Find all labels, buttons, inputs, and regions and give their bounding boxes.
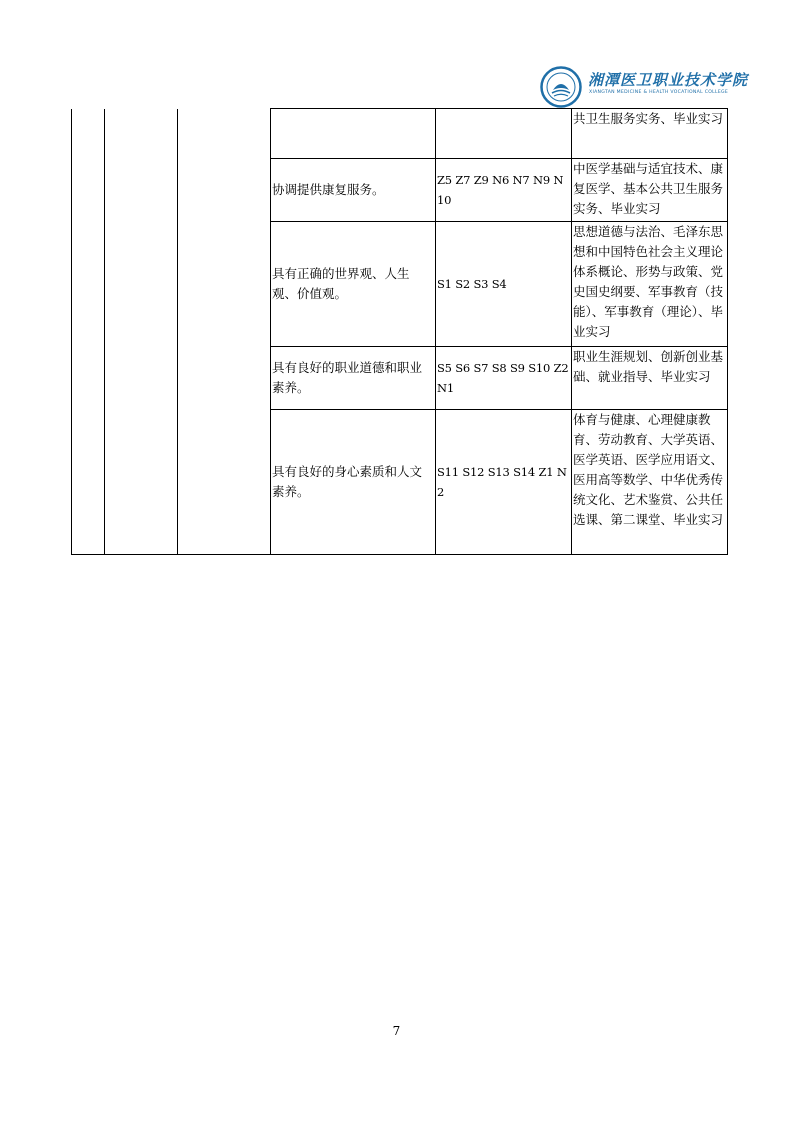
table-cell [105,109,178,555]
college-name-en: XIANGTAN MEDICINE & HEALTH VOCATIONAL COLLEGE [589,90,729,95]
requirement-cell: 具有良好的职业道德和职业素养。 [271,347,436,410]
requirement-cell: 协调提供康复服务。 [271,159,436,222]
requirement-cell: 具有良好的身心素质和人文素养。 [271,410,436,555]
requirement-cell [271,109,436,159]
table-cell [178,109,271,555]
courses-cell: 体育与健康、心理健康教育、劳动教育、大学英语、医学英语、医学应用语文、医用高等数学、中华优秀传统文化、艺术鉴赏、公共任选课、第二课堂、毕业实习 [572,410,728,555]
table-row [72,109,728,159]
courses-cell: 共卫生服务实务、毕业实习 [572,109,728,159]
college-name-cn: 湘潭医卫职业技术学院 [588,71,749,89]
courses-cell: 职业生涯规划、创新创业基础、就业指导、毕业实习 [572,347,728,410]
indicator-codes-cell [436,109,572,159]
indicator-codes-cell: Z5 Z7 Z9 N6 N7 N9 N10 [436,159,572,222]
courses-cell: 中医学基础与适宜技术、康复医学、基本公共卫生服务实务、毕业实习 [572,159,728,222]
requirement-cell: 具有正确的世界观、人生观、价值观。 [271,222,436,347]
courses-cell: 思想道德与法治、毛泽东思想和中国特色社会主义理论体系概论、形势与政策、党史国史纲要、军事教育（技能）、军事教育（理论）、毕业实习 [572,222,728,347]
college-emblem-icon [540,66,582,108]
page-number: 7 [392,1024,401,1038]
table-cell [72,109,105,555]
competency-course-table [71,108,728,555]
indicator-codes-cell: S1 S2 S3 S4 [436,222,572,347]
indicator-codes-cell: S5 S6 S7 S8 S9 S10 Z2 N1 [436,347,572,410]
college-logo [540,66,749,106]
indicator-codes-cell: S11 S12 S13 S14 Z1 N2 [436,410,572,555]
